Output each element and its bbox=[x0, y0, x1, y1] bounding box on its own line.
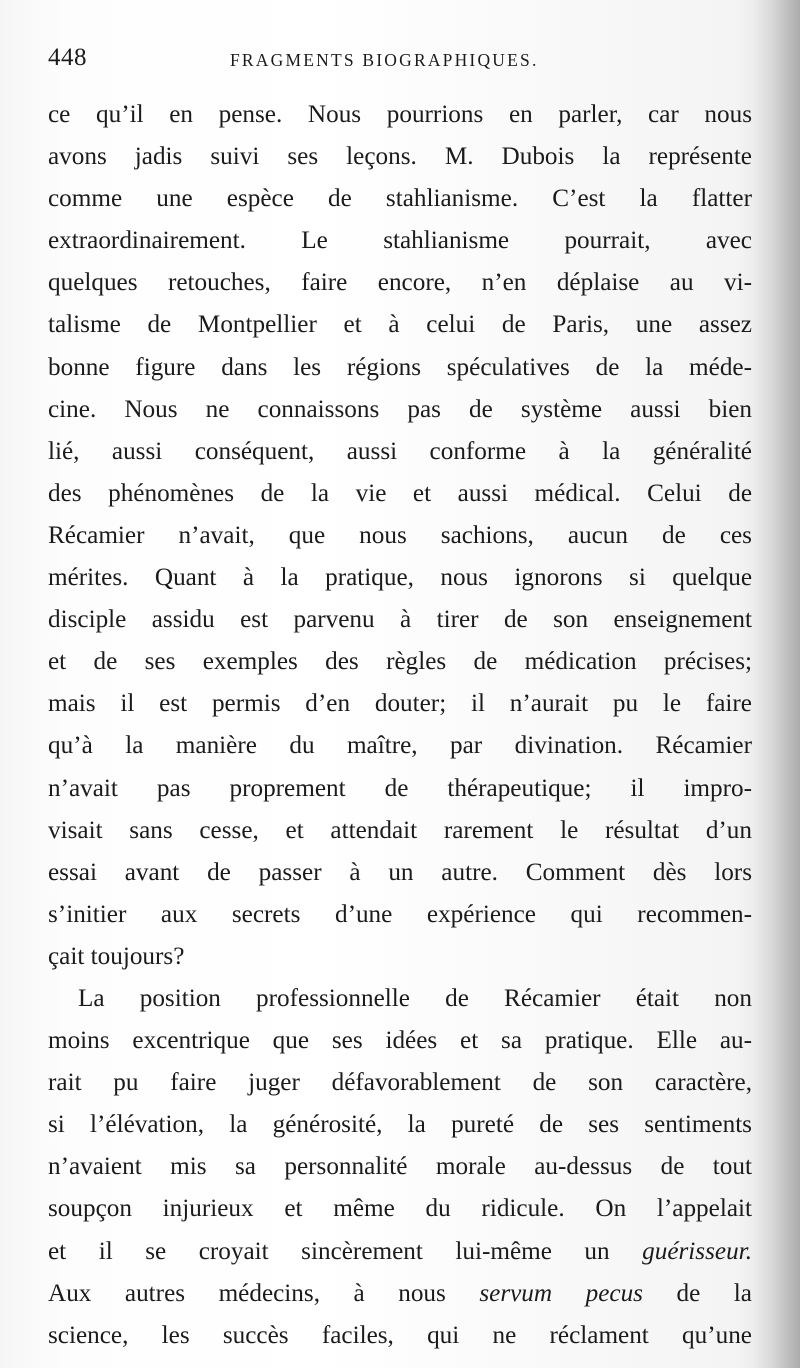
text-line: cine. Nous ne connaissons pas de système aussi bien bbox=[48, 395, 752, 423]
text-line bbox=[48, 1273, 752, 1315]
text-line: qu’à la manière du maître, par divination. Récamier bbox=[48, 732, 752, 760]
text-line: n’avaient mis sa personnalité morale au-dessus de tout bbox=[48, 1153, 752, 1181]
text-line: si l’élévation, la générosité, la pureté de ses sentiments bbox=[48, 1111, 752, 1139]
text-line: bonne figure dans les régions spéculatives de la méde- bbox=[48, 353, 752, 381]
page-header bbox=[48, 44, 748, 74]
text-line: lié, aussi conséquent, aussi conforme à la généralité bbox=[48, 437, 752, 465]
text-line: essai avant de passer à un autre. Comment dès lors bbox=[48, 858, 752, 886]
text-span: et il se croyait sincèrement lui-même un bbox=[48, 1237, 610, 1265]
text-line: Récamier n’avait, que nous sachions, aucun de ces bbox=[48, 521, 752, 549]
text-line: ce qu’il en pense. Nous pourrions en parler, car nous bbox=[48, 101, 752, 128]
text-line: visait sans cesse, et attendait rarement le résultat d’un bbox=[48, 816, 752, 844]
text-line: rait pu faire juger défavorablement de son caractère, bbox=[48, 1069, 752, 1097]
text-line: soupçon injurieux et même du ridicule. On l’appelait bbox=[48, 1195, 752, 1223]
body-text bbox=[48, 94, 752, 1357]
text-line: science, les succès faciles, qui ne réclament qu’une bbox=[48, 1321, 752, 1349]
text-line: avons jadis suivi ses leçons. M. Dubois la représente bbox=[48, 143, 752, 171]
running-head: FRAGMENTS BIOGRAPHIQUES. bbox=[230, 50, 539, 70]
text-span: Aux autres médecins, à nous bbox=[48, 1279, 446, 1307]
text-line: talisme de Montpellier et à celui de Paris, une assez bbox=[48, 311, 752, 339]
text-line: quelques retouches, faire encore, n’en déplaise au vi- bbox=[48, 269, 752, 297]
page-gutter-shadow bbox=[752, 0, 800, 1368]
text-line: et de ses exemples des règles de médication précises; bbox=[48, 648, 752, 676]
text-line: mérites. Quant à la pratique, nous ignorons si quelque bbox=[48, 564, 752, 592]
text-line: moins excentrique que ses idées et sa pratique. Elle au- bbox=[48, 1027, 752, 1055]
text-line: disciple assidu est parvenu à tirer de son enseignement bbox=[48, 606, 752, 634]
italic-term: servum pecus bbox=[479, 1279, 643, 1307]
text-line: çait toujours? bbox=[48, 942, 185, 970]
text-line: comme une espèce de stahlianisme. C’est la flatter bbox=[48, 185, 752, 213]
text-line: s’initier aux secrets d’une expérience qui recommen- bbox=[48, 900, 752, 928]
text-line bbox=[48, 1231, 752, 1273]
page-number: 448 bbox=[48, 44, 87, 71]
text-line: n’avait pas proprement de thérapeutique; il impro- bbox=[48, 774, 752, 802]
italic-term: guérisseur. bbox=[642, 1237, 752, 1265]
text-line: des phénomènes de la vie et aussi médical. Celui de bbox=[48, 479, 752, 507]
text-line: La position professionnelle de Récamier était non bbox=[78, 984, 752, 1012]
text-span: de la bbox=[676, 1279, 752, 1307]
text-line: mais il est permis d’en douter; il n’aurait pu le faire bbox=[48, 690, 752, 718]
text-line: extraordinairement. Le stahlianisme pourrait, avec bbox=[48, 227, 752, 255]
